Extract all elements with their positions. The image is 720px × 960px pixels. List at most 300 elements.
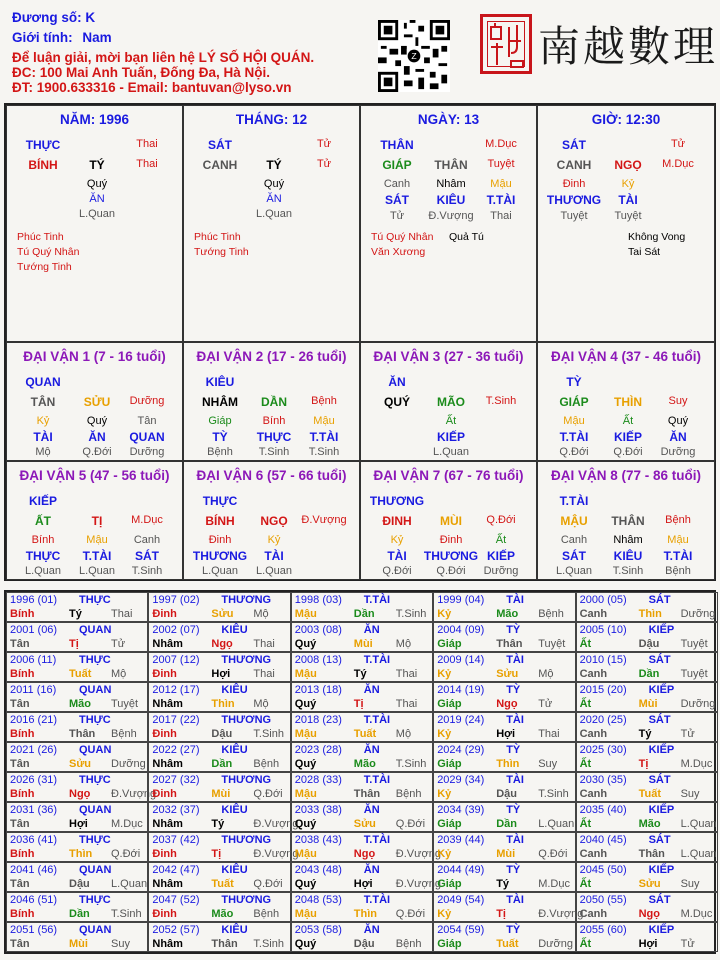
hidden-stage: T.Sinh bbox=[612, 565, 644, 577]
year-cell bbox=[291, 742, 433, 772]
year-stage: M.Dục bbox=[680, 908, 713, 920]
stage-label: M.Dục bbox=[131, 514, 163, 526]
hidden-stem: Quý bbox=[86, 178, 108, 190]
hidden-god: THỰC bbox=[25, 549, 61, 563]
year-cell bbox=[6, 652, 148, 682]
year-stem: Nhâm bbox=[152, 698, 183, 710]
year-stem: Mậu bbox=[294, 908, 317, 920]
hidden-stage: Mộ bbox=[35, 446, 51, 458]
ten-god-label: KIÊU bbox=[221, 624, 248, 636]
life-stage-label: Thai bbox=[136, 138, 158, 150]
hidden-god: ĂN bbox=[88, 430, 106, 444]
year-stage: Q.Đới bbox=[253, 788, 283, 800]
ten-god-label: KIÊU bbox=[221, 684, 248, 696]
stage-label: Bệnh bbox=[311, 395, 337, 407]
year-branch: Tị bbox=[496, 908, 506, 920]
stage-label: Đ.Vượng bbox=[301, 514, 347, 526]
year-branch: Hợi bbox=[211, 668, 231, 680]
hidden-stage: L.Quan bbox=[78, 565, 116, 577]
stage-label: Q.Đới bbox=[486, 514, 516, 526]
year-cell bbox=[148, 922, 290, 952]
year-branch: Thìn bbox=[353, 908, 378, 920]
hidden-stem: Tân bbox=[137, 415, 157, 427]
hidden-stage: Đ.Vượng bbox=[428, 210, 474, 222]
year-stage: Dưỡng bbox=[680, 698, 716, 710]
ten-god-label: QUAN bbox=[79, 924, 112, 936]
year-branch: Thìn bbox=[638, 608, 662, 620]
year-branch: Dậu bbox=[353, 938, 375, 950]
dai-van-title: ĐẠI VẬN 1 (7 - 16 tuổi) bbox=[23, 349, 166, 364]
year-stage: T.Sinh bbox=[538, 788, 569, 800]
contact-note: Để luận giải, mời bạn liên hệ LÝ SỐ HỘI QUÁN. bbox=[12, 50, 315, 65]
year-label: 2034 (39) bbox=[437, 804, 485, 816]
year-cell bbox=[433, 682, 575, 712]
year-label: 2039 (44) bbox=[437, 834, 485, 846]
year-cell bbox=[291, 892, 433, 922]
ten-god-label: KIẾP bbox=[28, 494, 58, 508]
ten-god-label: KIÊU bbox=[221, 924, 248, 936]
ten-god-label: QUAN bbox=[25, 375, 61, 389]
year-stage: L.Quan bbox=[680, 818, 717, 830]
ten-god-label: ĂN bbox=[363, 864, 380, 876]
gender-line bbox=[12, 30, 112, 45]
star-label: Tai Sát bbox=[628, 246, 661, 258]
stage-label: T.Sinh bbox=[485, 395, 517, 407]
year-label: 2037 (42) bbox=[152, 834, 200, 846]
ten-god-label: THỰC bbox=[79, 714, 111, 726]
star-label: Phúc Tinh bbox=[17, 231, 64, 243]
ten-god-label: TỲ bbox=[506, 804, 521, 816]
ten-god-label: THƯƠNG bbox=[221, 774, 272, 786]
year-stage: Đ.Vượng bbox=[253, 818, 299, 830]
ten-god-label: THỰC bbox=[202, 494, 238, 508]
pillar-title: NĂM: 1996 bbox=[59, 112, 130, 127]
year-stem: Kỷ bbox=[437, 848, 452, 860]
ten-god-label: ĂN bbox=[363, 744, 380, 756]
year-stem: Tân bbox=[10, 818, 30, 830]
hidden-god: TỲ bbox=[212, 430, 228, 444]
year-branch: Sửu bbox=[638, 878, 661, 890]
ten-god-label: KIẾP bbox=[648, 864, 675, 876]
hidden-stage: L.Quan bbox=[201, 565, 239, 577]
year-stem: Canh bbox=[579, 788, 608, 800]
year-cell bbox=[433, 652, 575, 682]
year-cell bbox=[6, 862, 148, 892]
year-stem: Kỷ bbox=[437, 788, 452, 800]
star-label: Tướng Tinh bbox=[194, 246, 249, 258]
pillar-3 bbox=[360, 105, 537, 342]
year-stem: Mậu bbox=[294, 788, 317, 800]
hidden-stage: Q.Đới bbox=[613, 446, 643, 458]
ten-god-label: T.TÀI bbox=[363, 714, 391, 726]
year-label: 2018 (23) bbox=[294, 714, 342, 726]
year-branch: Mão bbox=[638, 818, 661, 830]
hidden-stage: L.Quan bbox=[255, 565, 293, 577]
ten-god-label: TÀI bbox=[506, 774, 524, 786]
ten-god-label: SÁT bbox=[648, 834, 671, 846]
year-cell bbox=[6, 892, 148, 922]
year-stage: Thai bbox=[253, 668, 275, 680]
year-branch: Tị bbox=[638, 758, 649, 770]
hidden-god: ĂN bbox=[266, 193, 282, 205]
ten-god-label: SÁT bbox=[208, 138, 232, 152]
year-stem: Bính bbox=[10, 848, 35, 860]
year-branch: Mùi bbox=[353, 638, 373, 650]
year-branch: Thìn bbox=[496, 758, 520, 770]
year-label: 2016 (21) bbox=[10, 714, 58, 726]
ten-god-label: TỲ bbox=[506, 744, 521, 756]
heavenly-stem: BÍNH bbox=[28, 158, 58, 172]
year-cell bbox=[6, 742, 148, 772]
year-stem: Giáp bbox=[437, 698, 462, 710]
year-branch: Tuất bbox=[69, 668, 92, 680]
year-stage: T.Sinh bbox=[111, 908, 142, 920]
year-cell bbox=[291, 652, 433, 682]
ten-god-label: THƯƠNG bbox=[221, 834, 272, 846]
hidden-stage: T.Sinh bbox=[131, 565, 163, 577]
hidden-stem: Ất bbox=[495, 534, 507, 546]
year-stage: Bệnh bbox=[253, 758, 280, 770]
year-stage: Tử bbox=[538, 698, 553, 710]
year-stage: Tử bbox=[111, 638, 126, 650]
earthly-branch: THÌN bbox=[614, 395, 642, 409]
year-cell bbox=[148, 592, 290, 622]
ten-god-label: ĂN bbox=[363, 924, 380, 936]
hidden-god: T.TÀI bbox=[82, 549, 112, 563]
hidden-stem: Mậu bbox=[667, 534, 689, 546]
year-cell bbox=[6, 832, 148, 862]
stage-label: Suy bbox=[668, 395, 688, 407]
ten-god-label: QUAN bbox=[79, 864, 112, 876]
year-branch: Ngọ bbox=[211, 638, 233, 650]
chart-grid bbox=[4, 103, 716, 581]
year-label: 2012 (17) bbox=[152, 684, 200, 696]
qr-code-icon[interactable] bbox=[378, 20, 450, 92]
annual-luck-grid bbox=[4, 590, 716, 954]
year-branch: Hợi bbox=[353, 878, 373, 890]
year-cell bbox=[6, 592, 148, 622]
ten-god-label: TÀI bbox=[506, 594, 524, 606]
dai-van-1 bbox=[6, 342, 183, 461]
hidden-god: THƯƠNG bbox=[423, 549, 479, 563]
hidden-stem: Đinh bbox=[208, 534, 232, 546]
year-stage: Tuyệt bbox=[538, 638, 566, 650]
year-stem: Ất bbox=[579, 758, 592, 770]
heavenly-stem: QUÝ bbox=[383, 395, 411, 409]
dai-van-3 bbox=[360, 342, 537, 461]
earthly-branch: TÝ bbox=[266, 158, 282, 172]
year-stem: Nhâm bbox=[152, 818, 183, 830]
ten-god-label: ĂN bbox=[363, 624, 380, 636]
year-stage: Mộ bbox=[111, 668, 127, 680]
year-stem: Quý bbox=[294, 818, 317, 830]
ten-god-label: SÁT bbox=[648, 774, 671, 786]
year-cell bbox=[433, 892, 584, 922]
hidden-stem: Kỷ bbox=[390, 534, 404, 546]
ten-god-label: THƯƠNG bbox=[221, 594, 272, 606]
year-stem: Canh bbox=[579, 668, 608, 680]
year-label: 2007 (12) bbox=[152, 654, 200, 666]
year-stem: Canh bbox=[579, 608, 608, 620]
star-label: Tú Quý Nhân bbox=[371, 231, 434, 243]
year-stem: Nhâm bbox=[152, 758, 183, 770]
year-branch: Dậu bbox=[211, 728, 233, 740]
heavenly-stem: MẬU bbox=[560, 514, 588, 528]
year-label: 2025 (30) bbox=[579, 744, 627, 756]
hidden-god: KIẾP bbox=[613, 430, 643, 444]
year-stem: Bính bbox=[10, 788, 35, 800]
year-label: 2042 (47) bbox=[152, 864, 200, 876]
year-stem: Quý bbox=[294, 758, 317, 770]
ten-god-label: QUAN bbox=[79, 804, 112, 816]
heavenly-stem: ẤT bbox=[35, 514, 51, 528]
year-label: 2023 (28) bbox=[294, 744, 342, 756]
year-stage: Mộ bbox=[395, 728, 412, 740]
year-cell bbox=[291, 712, 433, 742]
logo-calligraphy: 南越數理 bbox=[538, 22, 719, 71]
year-label: 2030 (35) bbox=[579, 774, 627, 786]
earthly-branch: MÃO bbox=[437, 395, 465, 409]
year-stage: Thai bbox=[538, 728, 560, 740]
person-name-line bbox=[12, 10, 95, 25]
year-stem: Đinh bbox=[152, 848, 177, 860]
year-stage: Suy bbox=[111, 938, 130, 950]
ten-god-label: T.TÀI bbox=[363, 834, 391, 846]
ten-god-label: TÀI bbox=[506, 894, 524, 906]
year-stem: Tân bbox=[10, 638, 30, 650]
year-branch: Mão bbox=[496, 608, 519, 620]
year-stem: Đinh bbox=[152, 608, 177, 620]
year-cell bbox=[148, 832, 299, 862]
year-stage: Tử bbox=[680, 938, 695, 950]
year-branch: Mùi bbox=[638, 698, 658, 710]
year-stage: Dưỡng bbox=[111, 758, 146, 770]
ten-god-label: THƯƠNG bbox=[369, 494, 425, 508]
year-stem: Bính bbox=[10, 668, 35, 680]
hidden-stage: Dưỡng bbox=[129, 446, 165, 458]
year-label: 2053 (58) bbox=[294, 924, 342, 936]
year-branch: Tý bbox=[353, 668, 367, 680]
ten-god-label: THỰC bbox=[79, 594, 111, 606]
year-cell bbox=[291, 832, 441, 862]
year-stem: Giáp bbox=[437, 758, 462, 770]
earthly-branch: TÝ bbox=[89, 158, 105, 172]
heavenly-stem: BÍNH bbox=[205, 514, 235, 528]
year-label: 2004 (09) bbox=[437, 624, 485, 636]
earthly-branch: NGỌ bbox=[614, 158, 642, 172]
year-cell bbox=[148, 682, 290, 712]
hidden-stem: Canh bbox=[383, 178, 411, 190]
hidden-stem: Mậu bbox=[563, 415, 585, 427]
hidden-stem: Ất bbox=[445, 415, 457, 427]
ten-god-label: ĂN bbox=[388, 375, 406, 389]
year-branch: Mão bbox=[69, 698, 91, 710]
stage-label: Tử bbox=[316, 158, 332, 170]
life-stage-label: Tử bbox=[670, 138, 686, 150]
year-cell bbox=[433, 862, 575, 892]
year-stage: T.Sinh bbox=[253, 728, 284, 740]
year-label: 2015 (20) bbox=[579, 684, 627, 696]
year-stage: Bệnh bbox=[538, 608, 564, 620]
dai-van-title: ĐẠI VẬN 2 (17 - 26 tuổi) bbox=[196, 349, 347, 364]
year-branch: Sửu bbox=[69, 758, 92, 770]
year-branch: Ngọ bbox=[353, 848, 376, 860]
pillar-2 bbox=[183, 105, 360, 342]
dai-van-7 bbox=[360, 461, 537, 580]
ten-god-label: KIẾP bbox=[648, 804, 675, 816]
hidden-stage: Thai bbox=[490, 210, 512, 222]
year-stem: Giáp bbox=[437, 818, 462, 830]
life-stage-label: Tử bbox=[316, 138, 332, 150]
year-stage: Mộ bbox=[253, 698, 269, 710]
ten-god-label: T.TÀI bbox=[363, 594, 391, 606]
hidden-stage: L.Quan bbox=[24, 565, 62, 577]
year-stage: Mộ bbox=[538, 668, 554, 680]
year-label: 2003 (08) bbox=[294, 624, 342, 636]
hidden-god: THƯƠNG bbox=[546, 193, 602, 207]
year-stage: L.Quan bbox=[538, 818, 575, 830]
year-branch: Ngọ bbox=[638, 908, 660, 920]
year-label: 2028 (33) bbox=[294, 774, 342, 786]
ten-god-label: KIẾP bbox=[648, 684, 675, 696]
year-cell bbox=[433, 712, 575, 742]
year-stem: Kỷ bbox=[437, 668, 452, 680]
hidden-stage: L.Quan bbox=[255, 208, 293, 220]
year-branch: Ngọ bbox=[496, 698, 518, 710]
year-label: 2008 (13) bbox=[294, 654, 342, 666]
dai-van-title: ĐẠI VẬN 7 (67 - 76 tuổi) bbox=[373, 468, 524, 483]
year-branch: Mùi bbox=[211, 788, 231, 800]
year-cell bbox=[291, 862, 441, 892]
ten-god-label: THƯƠNG bbox=[221, 894, 272, 906]
hidden-god: THƯƠNG bbox=[192, 549, 248, 563]
year-branch: Ngọ bbox=[69, 788, 91, 800]
earthly-branch: TỊ bbox=[91, 514, 103, 528]
year-stage: Suy bbox=[680, 788, 700, 800]
hidden-stage: Bệnh bbox=[207, 446, 233, 458]
year-branch: Mão bbox=[211, 908, 234, 920]
ten-god-label: SÁT bbox=[648, 714, 671, 726]
year-label: 2047 (52) bbox=[152, 894, 200, 906]
year-stage: Mộ bbox=[395, 638, 412, 650]
year-cell bbox=[433, 772, 575, 802]
year-label: 2022 (27) bbox=[152, 744, 200, 756]
ten-god-label: ĂN bbox=[363, 684, 380, 696]
hidden-stem: Canh bbox=[133, 534, 161, 546]
year-stem: Bính bbox=[10, 608, 35, 620]
year-stage: L.Quan bbox=[111, 878, 148, 890]
year-stem: Giáp bbox=[437, 878, 462, 890]
year-label: 2019 (24) bbox=[437, 714, 485, 726]
year-stage: T.Sinh bbox=[253, 938, 284, 950]
red-seal-stamp bbox=[480, 14, 532, 74]
dai-van-title: ĐẠI VẬN 5 (47 - 56 tuổi) bbox=[19, 468, 170, 483]
year-cell bbox=[576, 802, 718, 832]
year-label: 1997 (02) bbox=[152, 594, 200, 606]
year-stem: Nhâm bbox=[152, 878, 183, 890]
name-label: Đương số: bbox=[12, 10, 82, 25]
year-stage: Q.Đới bbox=[395, 818, 426, 830]
year-label: 2054 (59) bbox=[437, 924, 485, 936]
year-stem: Đinh bbox=[152, 728, 177, 740]
ten-god-label: TỲ bbox=[506, 684, 521, 696]
year-label: 2020 (25) bbox=[579, 714, 627, 726]
year-stage: M.Dục bbox=[111, 818, 143, 830]
year-label: 2009 (14) bbox=[437, 654, 485, 666]
year-stem: Đinh bbox=[152, 788, 177, 800]
year-label: 1998 (03) bbox=[294, 594, 342, 606]
phone-email-line[interactable]: ĐT: 1900.633316 - Email: bantuvan@lyso.vn bbox=[12, 80, 292, 95]
year-cell bbox=[6, 922, 148, 952]
year-stem: Quý bbox=[294, 938, 317, 950]
year-label: 2038 (43) bbox=[294, 834, 342, 846]
ten-god-label: QUAN bbox=[79, 624, 112, 636]
hidden-stem: Đinh bbox=[562, 178, 586, 190]
year-branch: Thìn bbox=[69, 848, 93, 860]
ten-god-label: KIÊU bbox=[221, 804, 248, 816]
year-cell bbox=[148, 712, 290, 742]
year-stage: Bệnh bbox=[395, 788, 422, 800]
earthly-branch: DẦN bbox=[261, 395, 287, 409]
year-stage: Tử bbox=[680, 728, 695, 740]
year-branch: Dần bbox=[638, 668, 660, 680]
year-stage: Đ.Vượng bbox=[111, 788, 157, 800]
ten-god-label: THỰC bbox=[79, 894, 111, 906]
hidden-god: ĂN bbox=[669, 430, 687, 444]
year-stage: Thai bbox=[111, 608, 133, 620]
year-stage: Bệnh bbox=[253, 908, 280, 920]
ten-god-label: TÀI bbox=[506, 834, 524, 846]
hidden-god: TÀI bbox=[33, 430, 53, 444]
year-stem: Mậu bbox=[294, 848, 317, 860]
stage-label: M.Dục bbox=[662, 158, 694, 170]
ten-god-label: SÁT bbox=[648, 594, 671, 606]
year-stage: Tuyệt bbox=[680, 668, 708, 680]
year-stage: Tuyệt bbox=[680, 638, 708, 650]
ten-god-label: THỰC bbox=[79, 654, 111, 666]
year-cell bbox=[148, 802, 299, 832]
year-stem: Tân bbox=[10, 878, 30, 890]
year-label: 2043 (48) bbox=[294, 864, 342, 876]
hidden-stage: T.Sinh bbox=[258, 446, 290, 458]
hidden-stem: Quý bbox=[263, 178, 285, 190]
year-label: 2011 (16) bbox=[10, 684, 57, 696]
hidden-stem: Kỷ bbox=[36, 415, 50, 427]
year-stem: Giáp bbox=[437, 938, 462, 950]
year-cell bbox=[433, 622, 575, 652]
year-cell bbox=[433, 922, 575, 952]
year-stem: Bính bbox=[10, 728, 35, 740]
year-cell bbox=[433, 592, 575, 622]
year-branch: Hợi bbox=[638, 938, 658, 950]
dai-van-6 bbox=[183, 461, 360, 580]
year-label: 2010 (15) bbox=[579, 654, 627, 666]
year-stage: M.Dục bbox=[680, 758, 713, 770]
year-stage: Thai bbox=[395, 698, 418, 710]
heavenly-stem: GIÁP bbox=[382, 158, 412, 172]
year-stage: L.Quan bbox=[680, 848, 717, 860]
dai-van-title: ĐẠI VẬN 8 (77 - 86 tuổi) bbox=[550, 468, 702, 483]
ten-god-label: T.TÀI bbox=[363, 894, 391, 906]
year-label: 2048 (53) bbox=[294, 894, 342, 906]
year-stem: Kỷ bbox=[437, 608, 452, 620]
year-label: 2002 (07) bbox=[152, 624, 200, 636]
stage-label: Tuyệt bbox=[487, 158, 515, 170]
hidden-stem: Mậu bbox=[313, 415, 335, 427]
year-cell bbox=[291, 592, 433, 622]
year-stage: Mộ bbox=[253, 608, 269, 620]
ten-god-label: THÂN bbox=[380, 138, 414, 152]
